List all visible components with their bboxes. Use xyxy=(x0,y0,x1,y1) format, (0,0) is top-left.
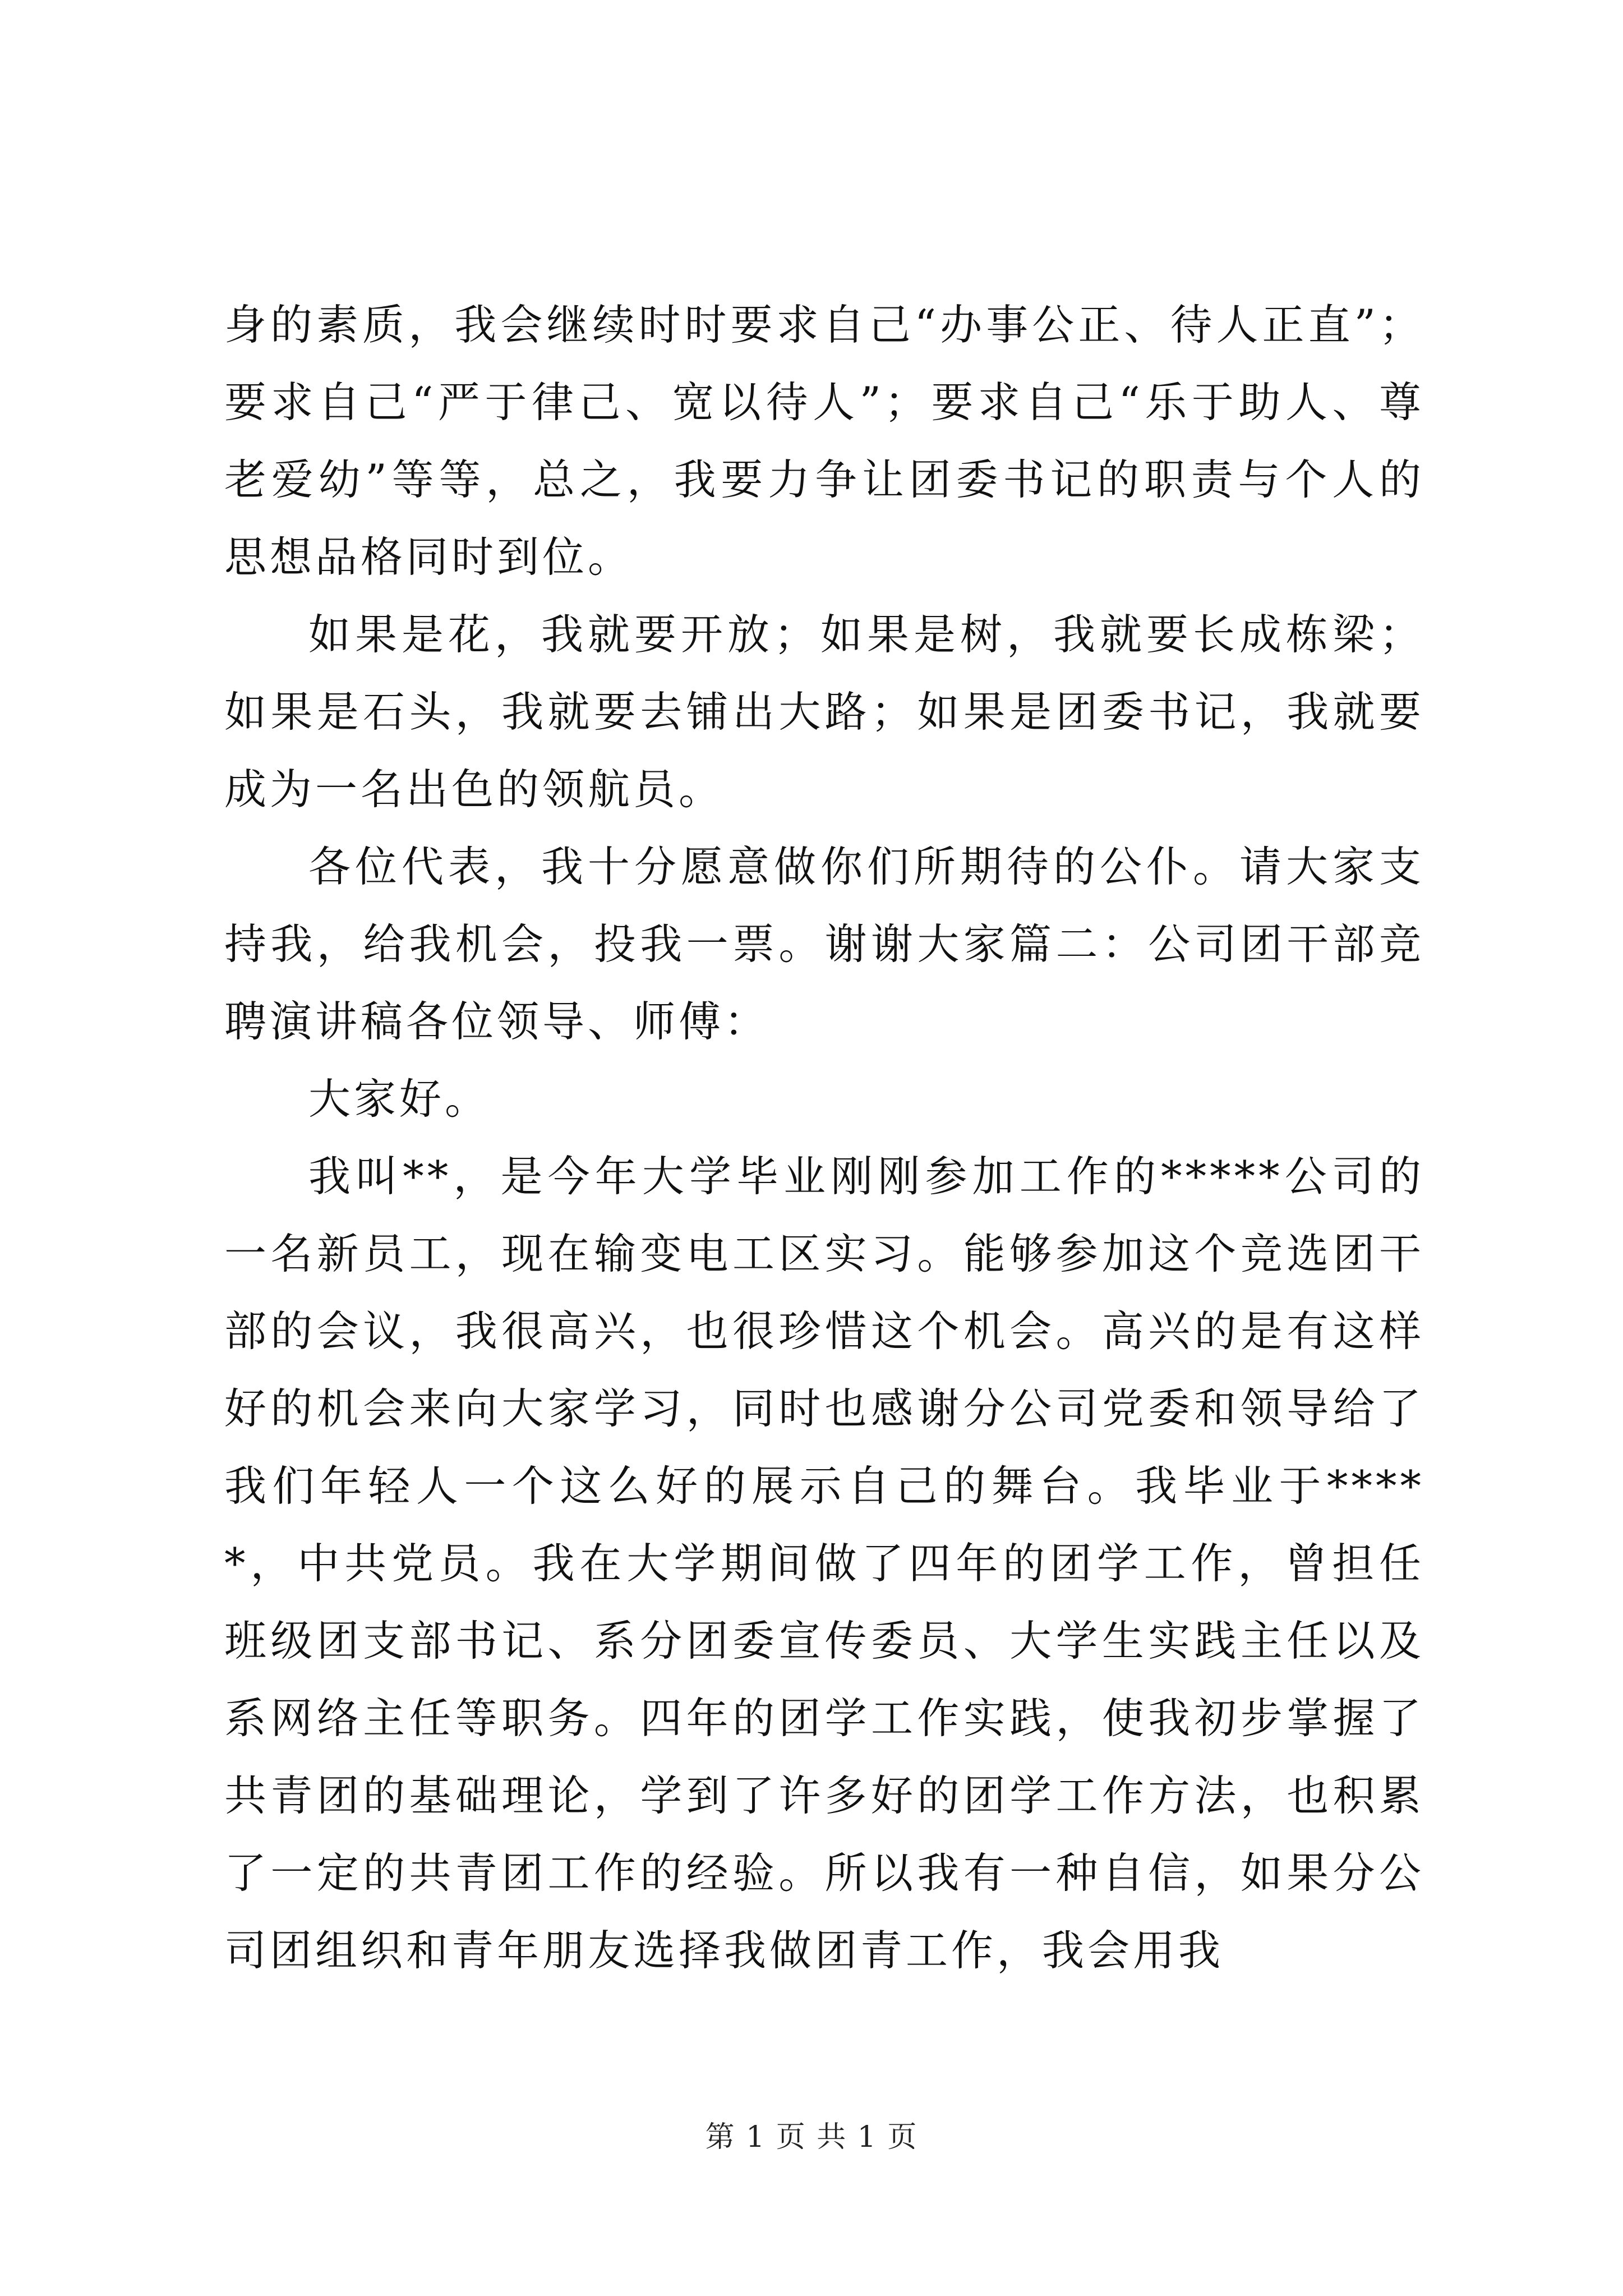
document-body xyxy=(224,286,1424,1989)
page-footer: 第 1 页 共 1 页 xyxy=(705,2120,918,2154)
paragraph-2: 如果是花，我就要开放；如果是树，我就要长成栋梁；如果是石头，我就要去铺出大路；如果是团委书记，我就要成为一名出色的领航员。 xyxy=(224,610,1424,814)
paragraph-1: 身的素质，我会继续时时要求自己“办事公正、待人正直”；要求自己“严于律己、宽以待人”；要求自己“乐于助人、尊老爱幼”等等，总之，我要力争让团委书记的职责与个人的思想品格同时到位。 xyxy=(224,300,1424,582)
paragraph-4: 大家好。 xyxy=(308,1074,491,1124)
paragraph-3: 各位代表，我十分愿意做你们所期待的公仆。请大家支持我，给我机会，投我一票。谢谢大家篇二：公司团干部竞聘演讲稿各位领导、师傅： xyxy=(224,842,1424,1046)
paragraph-5: 我叫**，是今年大学毕业刚刚参加工作的*****公司的一名新员工，现在输变电工区实习。能够参加这个竞选团干部的会议，我很高兴，也很珍惜这个机会。高兴的是有这样好的机会来向大家学习，同时也感谢分公司党委和领导给了我们年轻人一个这么好的展示自己的舞台。我毕业于*****，中共党员。我在大学期间做了四年的团学工作，曾担任班级团支部书记、系分团委宣传委员、大学生实践主任以及系网络主任等职务。四年的团学工作实践，使我初步掌握了共青团的基础理论，学到了许多好的团学工作方法，也积累了一定的共青团工作的经验。所以我有一种自信，如果分公司团组织和青年朋友选择我做团青工作，我会用我 xyxy=(224,1152,1424,1975)
